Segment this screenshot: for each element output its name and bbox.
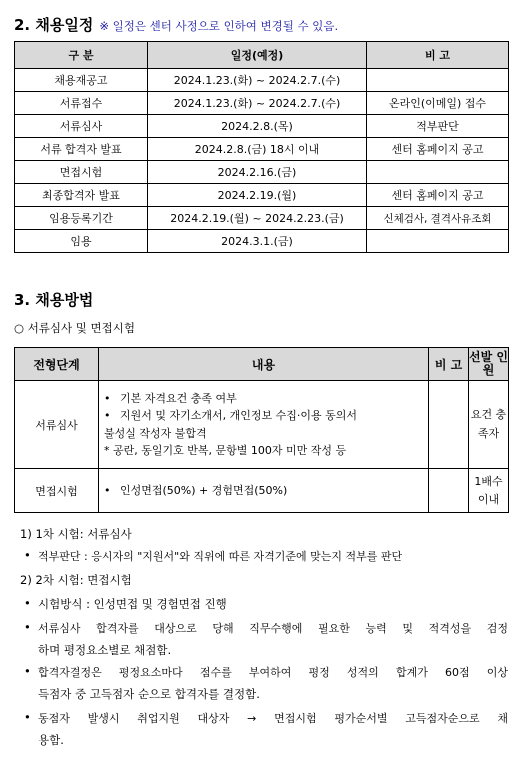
header-remark: 비 고 [429, 348, 469, 381]
table-row [15, 469, 509, 513]
schedule-date: 2024.2.19.(월) ~ 2024.2.23.(금) [148, 207, 367, 230]
table-row [15, 138, 509, 161]
document-review-count: 요건 충족자 [469, 381, 509, 469]
table-row [15, 161, 509, 184]
note-text: 득점자 중 고득점자 순으로 합격자를 결정함. [38, 687, 260, 701]
schedule-remark [367, 161, 509, 184]
note-text: 용함. [38, 733, 64, 747]
schedule-remark: 온라인(이메일) 접수 [367, 92, 509, 115]
interview-remark [429, 469, 469, 513]
schedule-date: 2024.1.23.(화) ~ 2024.2.7.(수) [148, 92, 367, 115]
schedule-category: 임용등록기간 [15, 207, 148, 230]
stage-document-review: 서류심사 [15, 381, 99, 469]
note-text: 서류심사 합격자를 대상으로 당해 직무수행에 필요한 능력 및 적격성을 검정 [38, 622, 508, 635]
note-text: 적부판단 : 응시자의 "지원서"와 직위에 따른 자격기준에 맞는지 적부를 판단 [38, 550, 403, 563]
header-content: 내용 [99, 348, 429, 381]
table-row [15, 69, 509, 92]
schedule-date: 2024.3.1.(금) [148, 230, 367, 253]
header-remark: 비 고 [367, 42, 509, 69]
schedule-remark [367, 69, 509, 92]
schedule-remark: 신체검사, 결격사유조회 [367, 207, 509, 230]
note-text: 합격자결정은 평정요소마다 점수를 부여하여 평정 성적의 합계가 60점 이상 [38, 666, 508, 679]
schedule-remark [367, 230, 509, 253]
section-2-title: 2. 채용일정 [14, 16, 94, 34]
note-text: 하며 평정요소별로 채점함. [38, 643, 172, 657]
schedule-category: 서류접수 [15, 92, 148, 115]
schedule-remark: 센터 홈페이지 공고 [367, 184, 509, 207]
table-row [15, 115, 509, 138]
content-note: * 공란, 동일기호 반복, 문항별 100자 미만 작성 등 [104, 443, 347, 457]
header-stage: 전형단계 [15, 348, 99, 381]
schedule-remark: 적부판단 [367, 115, 509, 138]
list-item: • 지원서 및 자기소개서, 개인정보 수집·이용 동의서 [104, 407, 423, 424]
schedule-date: 2024.2.19.(월) [148, 184, 367, 207]
document-review-content [99, 381, 429, 469]
schedule-category: 서류심사 [15, 115, 148, 138]
stage-interview: 면접시험 [15, 469, 99, 513]
list-item: • 서류심사 합격자를 대상으로 당해 직무수행에 필요한 능력 및 적격성을 검정 하며 평정요소별로 채점함. [24, 620, 508, 657]
section-3-subtitle: ○ 서류심사 및 면접시험 [14, 321, 135, 335]
schedule-remark: 센터 홈페이지 공고 [367, 138, 509, 161]
note-first-exam: 1) 1차 시험: 서류심사 [20, 527, 132, 541]
section-2-heading [14, 14, 338, 35]
note-text: 동점자 발생시 취업지원 대상자 → 면접시험 평가순서별 고득점자순으로 채 [38, 712, 508, 725]
note-second-exam: 2) 2차 시험: 면접시험 [20, 573, 132, 587]
section-3-title: 3. 채용방법 [14, 291, 94, 309]
schedule-header-row [15, 42, 509, 69]
schedule-date: 2024.2.8.(금) 18시 이내 [148, 138, 367, 161]
schedule-date: 2024.1.23.(화) ~ 2024.2.7.(수) [148, 69, 367, 92]
table-row [15, 184, 509, 207]
table-row [15, 381, 509, 469]
header-schedule: 일정(예정) [148, 42, 367, 69]
content-text: 기본 자격요건 충족 여부 [120, 392, 237, 406]
schedule-category: 면접시험 [15, 161, 148, 184]
interview-content [99, 469, 429, 513]
document-review-remark [429, 381, 469, 469]
interview-count: 1배수 이내 [469, 469, 509, 513]
header-category: 구 분 [15, 42, 148, 69]
content-text: 지원서 및 자기소개서, 개인정보 수집·이용 동의서 [120, 409, 357, 423]
list-item: • 기본 자격요건 충족 여부 [104, 390, 423, 407]
table-row [15, 92, 509, 115]
schedule-category: 채용재공고 [15, 69, 148, 92]
list-item: • 적부판단 : 응시자의 "지원서"와 직위에 따른 자격기준에 맞는지 적부를 판단 [24, 548, 403, 563]
list-item: • 시험방식 : 인성면접 및 경험면접 진행 [24, 596, 227, 611]
list-item: • 동점자 발생시 취업지원 대상자 → 면접시험 평가순서별 고득점자순으로 채 용함. [24, 710, 508, 747]
schedule-category: 서류 합격자 발표 [15, 138, 148, 161]
header-count: 선발 인원 [469, 348, 509, 381]
schedule-category: 최종합격자 발표 [15, 184, 148, 207]
schedule-date: 2024.2.16.(금) [148, 161, 367, 184]
schedule-date: 2024.2.8.(목) [148, 115, 367, 138]
table-row [15, 207, 509, 230]
schedule-category: 임용 [15, 230, 148, 253]
table-row [15, 230, 509, 253]
list-item: • 인성면접(50%) + 경험면접(50%) [104, 482, 423, 499]
content-text: 불성실 작성자 불합격 [104, 426, 207, 440]
note-text: 시험방식 : 인성면접 및 경험면접 진행 [38, 597, 227, 611]
schedule-table [14, 41, 509, 253]
content-text: 인성면접(50%) + 경험면접(50%) [120, 483, 288, 497]
method-header-row [15, 348, 509, 381]
schedule-change-note: ※ 일정은 센터 사정으로 인하여 변경될 수 있음. [99, 19, 339, 33]
list-item: • 합격자결정은 평정요소마다 점수를 부여하여 평정 성적의 합계가 60점 이상 득점자 중 고득점자 순으로 합격자를 결정함. [24, 664, 508, 701]
method-table [14, 347, 509, 513]
